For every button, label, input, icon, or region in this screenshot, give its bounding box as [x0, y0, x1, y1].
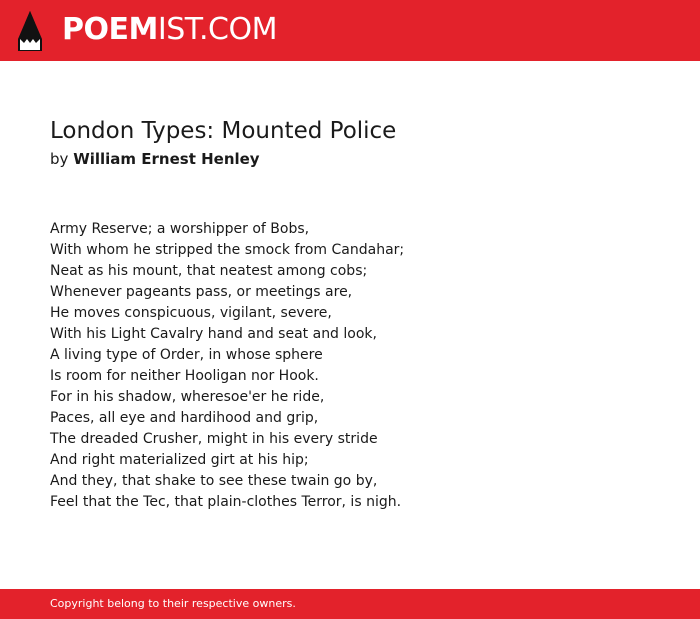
poem-line: With whom he stripped the smock from Candahar;	[50, 242, 405, 258]
poem-line: A living type of Order, in whose sphere	[50, 347, 323, 363]
site-header	[0, 0, 700, 61]
byline	[50, 148, 260, 170]
pencil-tip-icon	[17, 10, 43, 52]
poem-line: Whenever pageants pass, or meetings are,	[50, 284, 353, 300]
poem-line: Feel that the Tec, that plain-clothes Terror, is nigh.	[50, 494, 402, 510]
site-logo[interactable]	[62, 12, 277, 48]
copyright-text: Copyright belong to their respective owners.	[50, 597, 296, 610]
poem-line: And they, that shake to see these twain go by,	[50, 473, 378, 489]
site-footer	[0, 589, 700, 619]
poem-line: He moves conspicuous, vigilant, severe,	[50, 305, 332, 321]
poem-body	[50, 219, 404, 513]
poem-title: London Types: Mounted Police	[50, 118, 397, 144]
poem-line: With his Light Cavalry hand and seat and look,	[50, 326, 377, 342]
poem-line: Army Reserve; a worshipper of Bobs,	[50, 221, 310, 237]
poem-line: And right materialized girt at his hip;	[50, 452, 309, 468]
poem-line: The dreaded Crusher, might in his every stride	[50, 431, 378, 447]
poem-line: Is room for neither Hooligan nor Hook.	[50, 368, 319, 384]
poem-line: Paces, all eye and hardihood and grip,	[50, 410, 319, 426]
author-name: William Ernest Henley	[73, 150, 260, 168]
by-label: by	[50, 150, 69, 168]
poem-line: For in his shadow, wheresoe'er he ride,	[50, 389, 325, 405]
logo-text-light: IST.COM	[157, 12, 277, 47]
poem-line: Neat as his mount, that neatest among cobs;	[50, 263, 368, 279]
logo-text-bold: POEM	[62, 12, 158, 47]
